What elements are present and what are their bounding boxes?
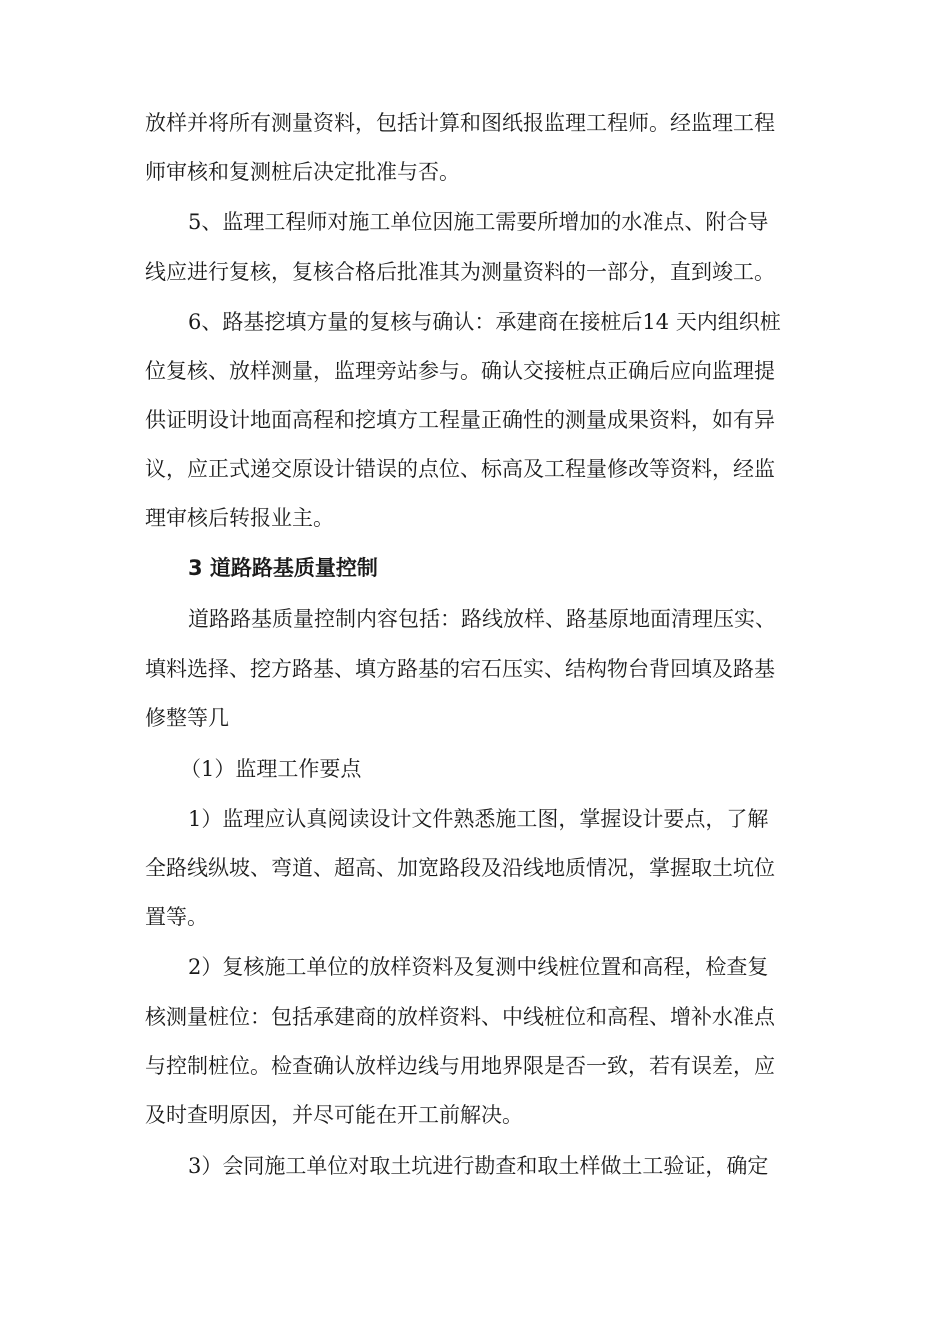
- paragraph-line: 理审核后转报业主。: [145, 506, 334, 530]
- paragraph-line: 位复核、放样测量，监理旁站参与。确认交接桩点正确后应向监理提: [145, 359, 775, 383]
- paragraph-line: 5、监理工程师对施工单位因施工需要所增加的水准点、附合导: [188, 210, 769, 234]
- paragraph-line: 及时查明原因，并尽可能在开工前解决。: [145, 1103, 523, 1127]
- paragraph-line: 师审核和复测桩后决定批准与否。: [145, 160, 460, 184]
- paragraph-line: 置等。: [145, 905, 208, 929]
- section-heading: 3 道路路基质量控制: [188, 556, 378, 580]
- paragraph-line: 修整等几: [145, 706, 229, 730]
- paragraph-line: 6、路基挖填方量的复核与确认：承建商在接桩后14 天内组织桩: [188, 310, 781, 334]
- paragraph-line: 线应进行复核，复核合格后批准其为测量资料的一部分，直到竣工。: [145, 260, 775, 284]
- paragraph-line: 全路线纵坡、弯道、超高、加宽路段及沿线地质情况，掌握取土坑位: [145, 856, 775, 880]
- paragraph-line: 供证明设计地面高程和挖填方工程量正确性的测量成果资料，如有异: [145, 408, 775, 432]
- paragraph-line: 填料选择、挖方路基、填方路基的宕石压实、结构物台背回填及路基: [145, 657, 775, 681]
- paragraph-line: 3）会同施工单位对取土坑进行勘查和取土样做土工验证，确定: [188, 1154, 769, 1178]
- subsection-heading: （1）监理工作要点: [180, 757, 362, 781]
- paragraph-line: 与控制桩位。检查确认放样边线与用地界限是否一致，若有误差，应: [145, 1054, 775, 1078]
- paragraph-line: 核测量桩位：包括承建商的放样资料、中线桩位和高程、增补水准点: [145, 1005, 775, 1029]
- paragraph-line: 放样并将所有测量资料，包括计算和图纸报监理工程师。经监理工程: [145, 111, 775, 135]
- paragraph-line: 2）复核施工单位的放样资料及复测中线桩位置和高程，检查复: [188, 955, 769, 979]
- paragraph-line: 议，应正式递交原设计错误的点位、标高及工程量修改等资料，经监: [145, 457, 775, 481]
- paragraph-line: 道路路基质量控制内容包括：路线放样、路基原地面清理压实、: [188, 607, 776, 631]
- paragraph-line: 1）监理应认真阅读设计文件熟悉施工图，掌握设计要点，了解: [188, 807, 769, 831]
